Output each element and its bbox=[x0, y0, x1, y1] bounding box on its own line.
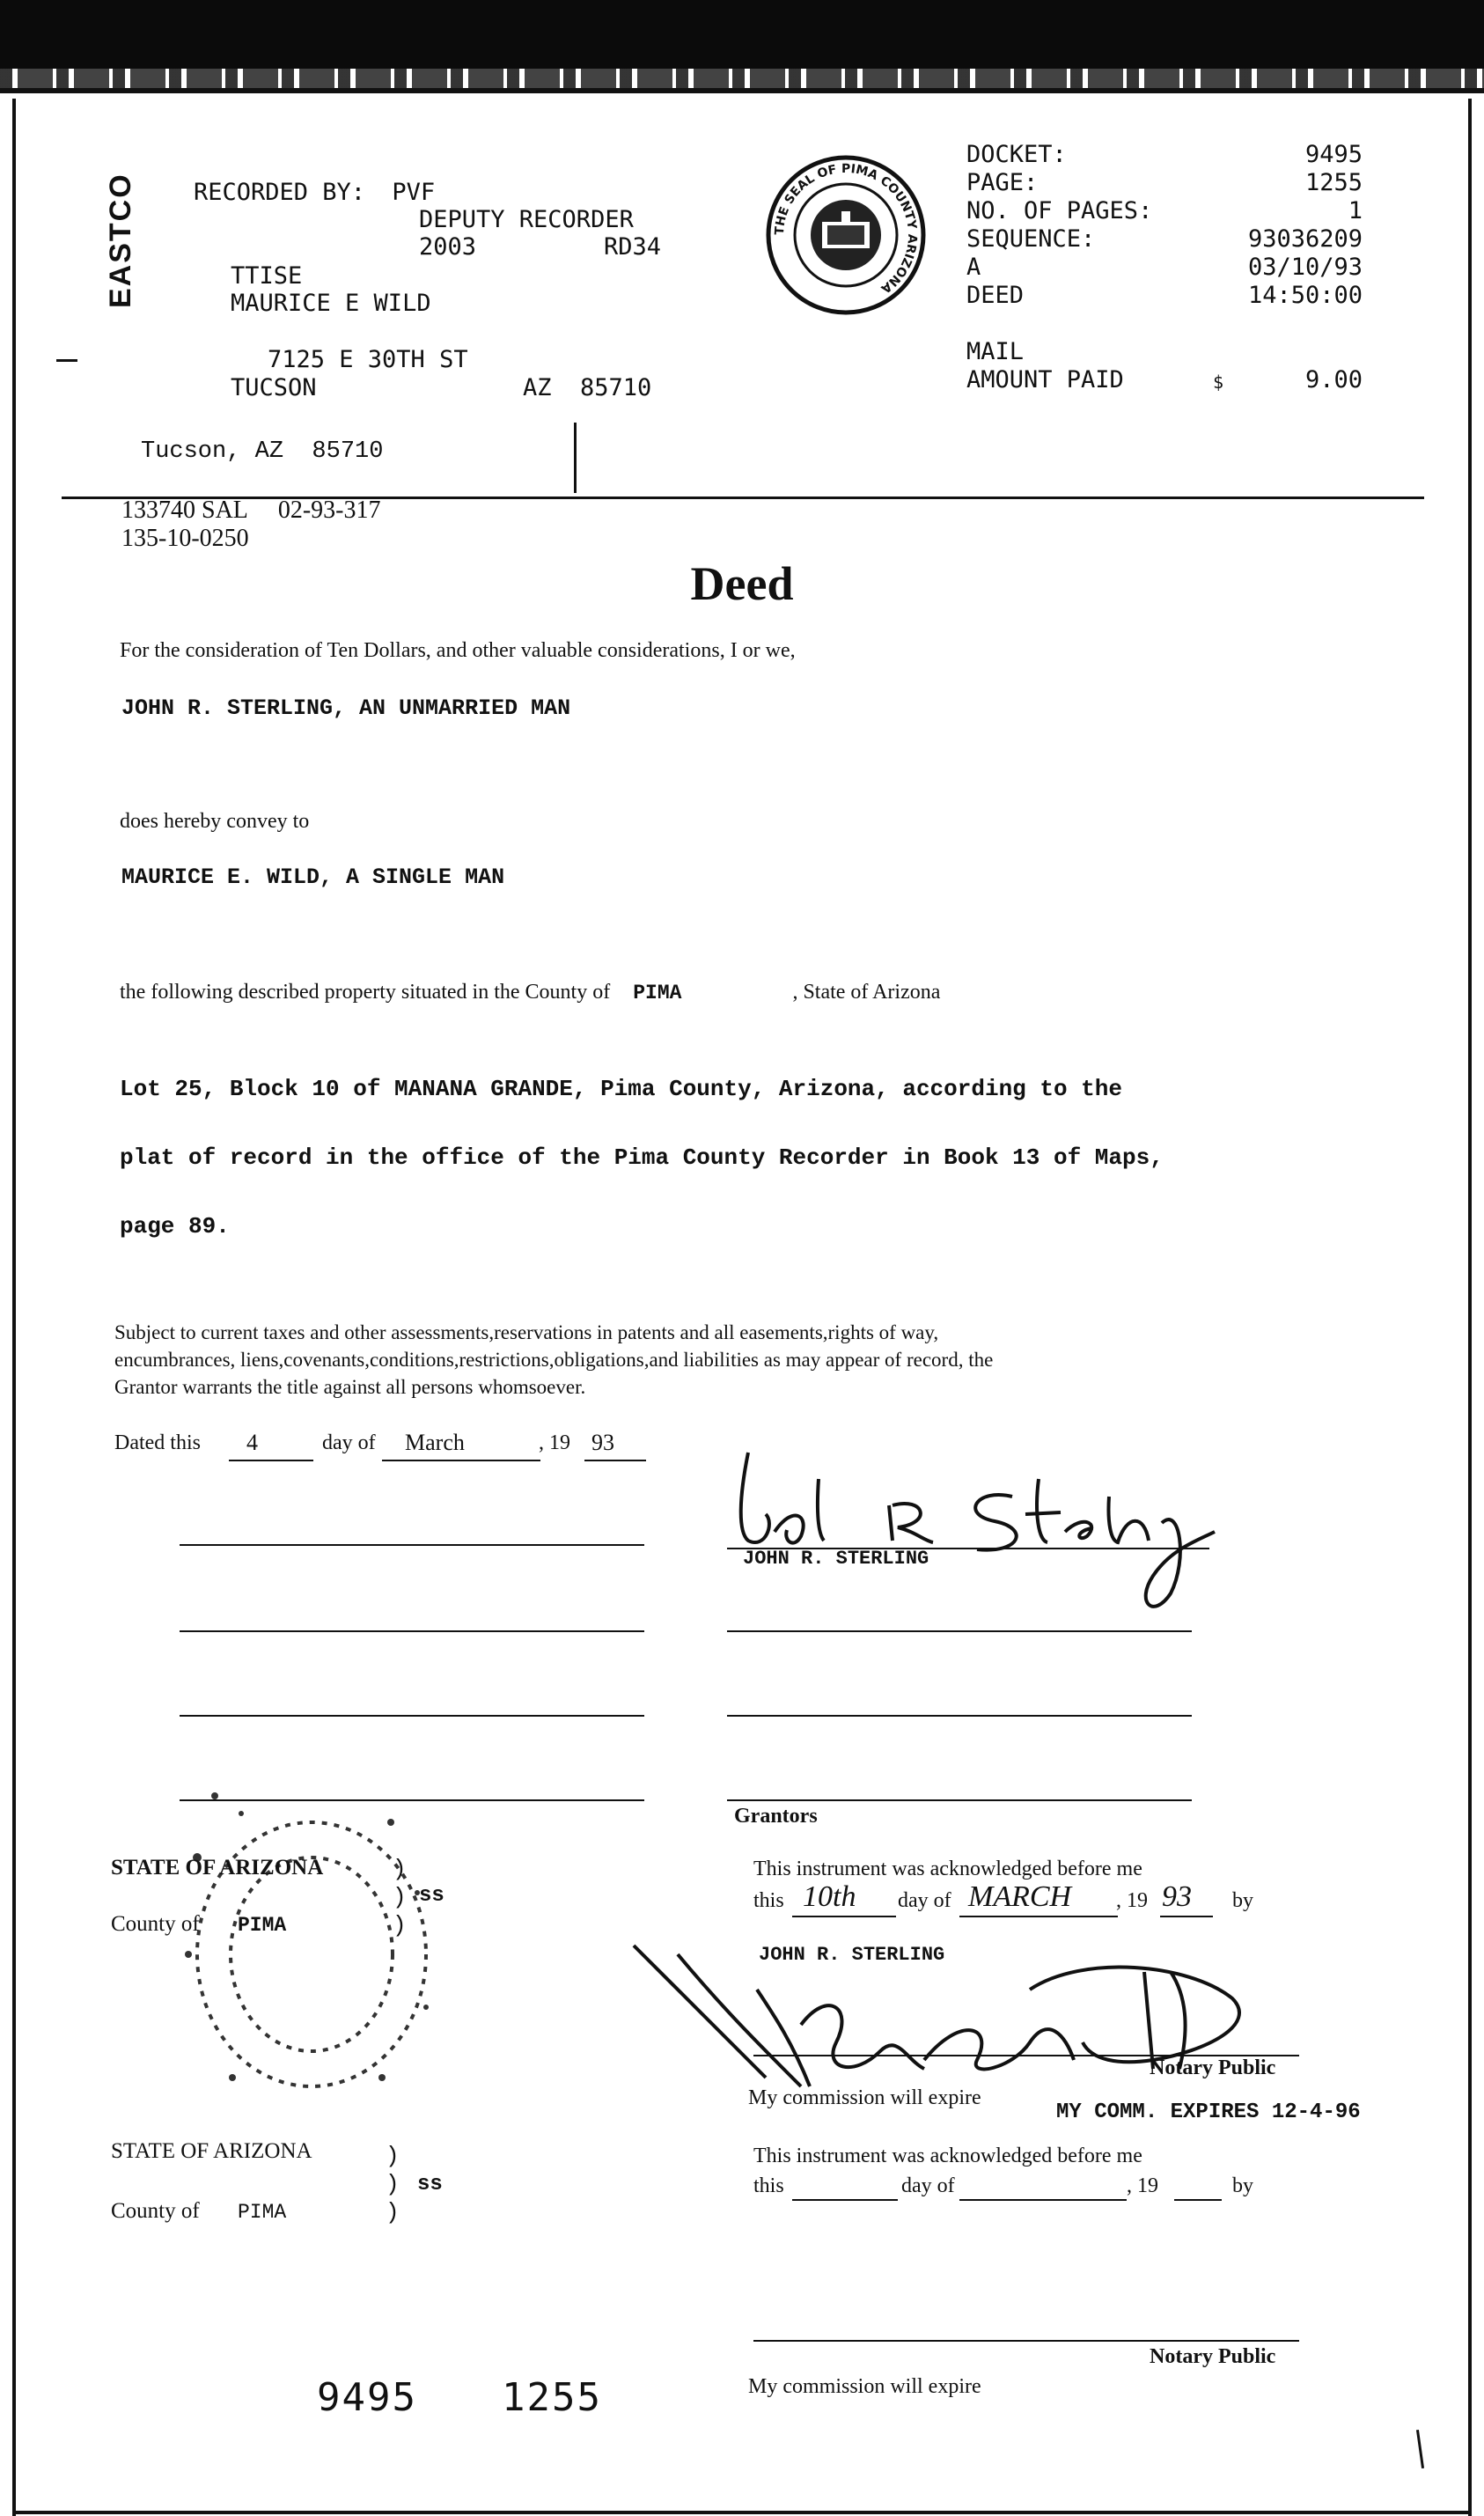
notary1-commission: My commission will expire bbox=[748, 2086, 981, 2109]
notary1-county: PIMA bbox=[238, 1914, 287, 1937]
docket-row-label: PAGE: bbox=[966, 169, 1039, 196]
subject-line-1: Subject to current taxes and other assessments,reservations in patents and all easements,rights of way, bbox=[114, 1321, 939, 1343]
amount-currency: $ bbox=[1213, 372, 1224, 393]
page-title: Deed bbox=[690, 557, 794, 610]
notary1-by: by bbox=[1232, 1889, 1253, 1912]
docket-row-value: 1 bbox=[1348, 197, 1363, 224]
docket-row bbox=[966, 282, 1363, 310]
docket-row-value: 9495 bbox=[1304, 141, 1363, 168]
docket-row-label: NO. OF PAGES: bbox=[966, 197, 1153, 224]
consideration-text: For the consideration of Ten Dollars, and other valuable considerations, I or we, bbox=[120, 639, 796, 662]
docket-row bbox=[966, 254, 1363, 282]
blank-right-4 bbox=[727, 1799, 1192, 1801]
notary2-public: Notary Public bbox=[1150, 2345, 1276, 2368]
notary-seal-icon bbox=[162, 1761, 452, 2113]
dated-day-blank bbox=[229, 1435, 313, 1461]
dated-year-prefix: , 19 bbox=[539, 1431, 570, 1454]
amount-value: 9.00 bbox=[1304, 366, 1363, 394]
notary1-ss: ss bbox=[419, 1884, 444, 1908]
recorder-number: 2003 bbox=[419, 233, 477, 261]
frame-bottom bbox=[12, 2511, 1472, 2514]
notary1-day-of: day of bbox=[898, 1889, 951, 1912]
grantee-text: MAURICE E. WILD, A SINGLE MAN bbox=[121, 864, 505, 890]
notary1-day: 10th bbox=[803, 1880, 856, 1913]
notary1-public: Notary Public bbox=[1150, 2056, 1276, 2079]
blank-left-3 bbox=[180, 1715, 644, 1717]
side-dash bbox=[56, 359, 77, 362]
docket-row-label: SEQUENCE: bbox=[966, 225, 1096, 253]
docket-row bbox=[966, 169, 1363, 197]
notary1-ack: This instrument was acknowledged before me bbox=[753, 1858, 1142, 1880]
legal-description bbox=[120, 1032, 1164, 1261]
dated-month: March bbox=[405, 1430, 465, 1455]
blank-right-3 bbox=[727, 1715, 1192, 1717]
notary2-public-line bbox=[753, 2340, 1299, 2342]
dated-day: 4 bbox=[246, 1430, 258, 1455]
notary1-year: 93 bbox=[1162, 1880, 1192, 1913]
notary1-year-prefix: , 19 bbox=[1116, 1889, 1148, 1912]
notary2-ss: ss bbox=[417, 2173, 443, 2196]
docket-row-value: 03/10/93 bbox=[1247, 254, 1363, 281]
notary2-county: PIMA bbox=[238, 2201, 287, 2224]
property-state: , State of Arizona bbox=[792, 981, 941, 1004]
notary2-state: STATE OF ARIZONA bbox=[111, 2139, 312, 2163]
subject-text bbox=[114, 1319, 993, 1401]
blank-left-1 bbox=[180, 1544, 644, 1546]
notary2-ack: This instrument was acknowledged before me bbox=[753, 2144, 1142, 2167]
grantor-signature bbox=[713, 1444, 1223, 1620]
dated-day-of: day of bbox=[322, 1431, 376, 1454]
notary2-bracket-1: ) bbox=[386, 2143, 400, 2169]
notary2-day-blank bbox=[792, 2178, 898, 2201]
grantor-text: JOHN R. STERLING, AN UNMARRIED MAN bbox=[121, 695, 571, 721]
mail-label: MAIL bbox=[966, 338, 1025, 365]
notary1-by-name: JOHN R. STERLING bbox=[759, 1944, 945, 1966]
notary1-this: this bbox=[753, 1889, 784, 1912]
docket-row bbox=[966, 197, 1363, 225]
docket-row bbox=[966, 141, 1363, 169]
reference-line-1: 133740 SAL 02-93-317 bbox=[121, 497, 381, 524]
address-divider bbox=[574, 423, 577, 493]
convey-text: does hereby convey to bbox=[120, 810, 310, 833]
reference-line-2: 135-10-0250 bbox=[121, 525, 249, 552]
docket-row-value: 93036209 bbox=[1247, 225, 1363, 253]
recorder-code: RD34 bbox=[604, 233, 662, 261]
dated-prefix: Dated this bbox=[114, 1431, 201, 1454]
deputy-recorder: DEPUTY RECORDER bbox=[419, 206, 634, 233]
notary1-bracket-3: ) bbox=[393, 1912, 407, 1938]
notary2-bracket-2: ) bbox=[386, 2171, 400, 2197]
recorded-by-value: PVF bbox=[392, 179, 436, 206]
notary2-commission: My commission will expire bbox=[748, 2375, 981, 2398]
notary1-bracket-1: ) bbox=[393, 1856, 407, 1882]
dated-year: 93 bbox=[591, 1430, 614, 1455]
property-intro-text: the following described property situated in the County of bbox=[120, 981, 611, 1004]
notary2-this: this bbox=[753, 2174, 784, 2197]
legal-line-1: Lot 25, Block 10 of MANANA GRANDE, Pima County, Arizona, according to the bbox=[120, 1076, 1122, 1102]
docket-row-label: DEED bbox=[966, 282, 1025, 309]
amount-label: AMOUNT PAID bbox=[966, 366, 1124, 394]
notary1-state: STATE OF ARIZONA bbox=[111, 1856, 324, 1880]
property-intro bbox=[120, 981, 940, 1004]
notary1-commission-stamp: MY COMM. EXPIRES 12-4-96 bbox=[1056, 2100, 1361, 2124]
county-seal bbox=[764, 153, 928, 317]
signature-name: JOHN R. STERLING bbox=[743, 1548, 929, 1570]
legal-line-3: page 89. bbox=[120, 1213, 230, 1240]
grantee-name-stamp: MAURICE E WILD bbox=[231, 290, 431, 317]
grantors-label: Grantors bbox=[734, 1805, 818, 1828]
docket-row-value: 14:50:00 bbox=[1247, 282, 1363, 309]
blank-left-2 bbox=[180, 1630, 644, 1632]
side-label: EASTCO bbox=[104, 173, 137, 308]
legal-line-2: plat of record in the office of the Pima County Recorder in Book 13 of Maps, bbox=[120, 1144, 1164, 1171]
return-address: Tucson, AZ 85710 bbox=[141, 438, 384, 465]
footer-page: 1255 bbox=[502, 2375, 602, 2420]
notary2-county-label: County of bbox=[111, 2199, 200, 2223]
subject-line-3: Grantor warrants the title against all persons whomsoever. bbox=[114, 1376, 586, 1398]
notary1-county-label: County of bbox=[111, 1912, 200, 1936]
blank-right-2 bbox=[727, 1630, 1192, 1632]
footer-docket: 9495 bbox=[317, 2375, 417, 2420]
state-zip: AZ 85710 bbox=[523, 374, 652, 401]
frame-left bbox=[12, 99, 16, 2516]
notary1-month: MARCH bbox=[968, 1880, 1072, 1913]
margin-mark bbox=[1416, 2430, 1424, 2468]
notary1-bracket-2: ) bbox=[393, 1884, 407, 1910]
seal-icon bbox=[764, 153, 928, 317]
notary2-year-prefix: , 19 bbox=[1127, 2174, 1158, 2197]
frame-right bbox=[1468, 99, 1472, 2516]
seal-text: THE SEAL OF PIMA COUNTY ARIZONA bbox=[772, 161, 920, 297]
notary2-by: by bbox=[1232, 2174, 1253, 2197]
ttise: TTISE bbox=[231, 262, 303, 290]
notary2-year-blank bbox=[1174, 2178, 1222, 2201]
docket-row-value: 1255 bbox=[1304, 169, 1363, 196]
notary2-bracket-3: ) bbox=[386, 2199, 400, 2225]
docket-row bbox=[966, 225, 1363, 254]
subject-line-2: encumbrances, liens,covenants,conditions,restrictions,obligations,and liabilities as may appear of record, the bbox=[114, 1349, 994, 1371]
docket-row-label: DOCKET: bbox=[966, 141, 1067, 168]
property-county: PIMA bbox=[633, 982, 682, 1004]
street: 7125 E 30TH ST bbox=[268, 346, 468, 373]
city: TUCSON bbox=[231, 374, 317, 401]
recorded-by-label: RECORDED BY: bbox=[194, 179, 366, 206]
scan-top-bar bbox=[0, 0, 1484, 106]
notary2-day-of: day of bbox=[901, 2174, 955, 2197]
notary2-month-blank bbox=[959, 2178, 1127, 2201]
docket-row-label: A bbox=[966, 254, 981, 281]
